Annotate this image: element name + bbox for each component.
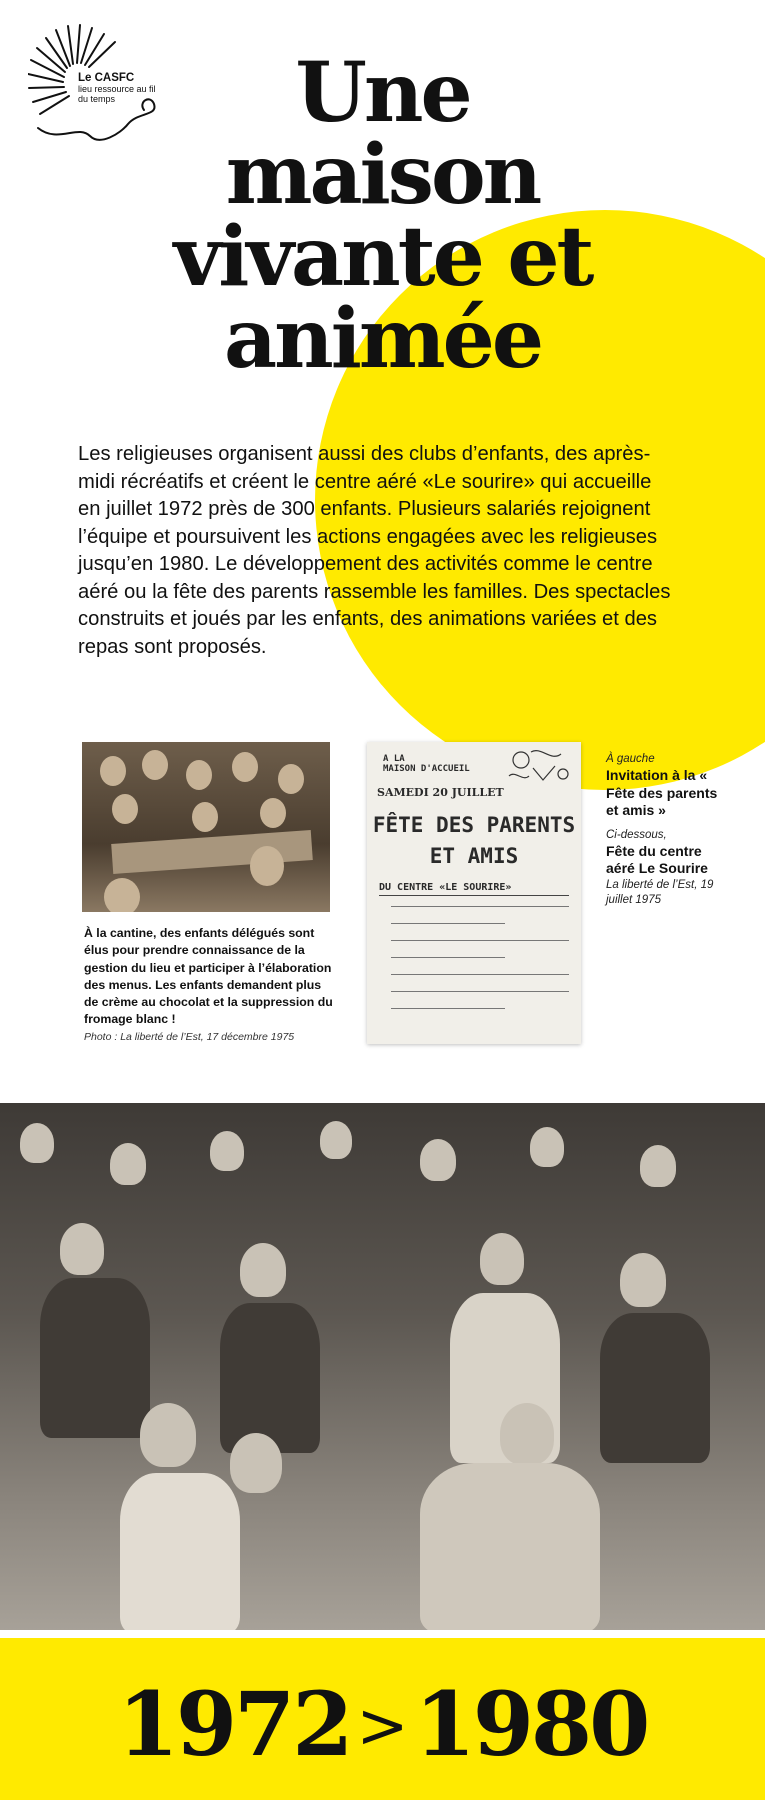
invitation-centre: DU CENTRE «LE SOURIRE» [379,882,569,896]
invitation-flyer [367,742,581,1044]
invitation-date: SAMEDI 20 JUILLET [377,786,504,799]
logo-tagline: lieu ressource au fil du temps [78,84,156,104]
canteen-photo [82,742,330,912]
invitation-program-lines [379,906,569,1025]
canteen-caption [84,925,334,1045]
invitation-title [367,810,581,872]
period-years [0,1674,765,1776]
period-start: 1972 [117,1672,351,1776]
crowd-photo [0,1103,765,1630]
below-credit: La liberté de l’Est, 19 juillet 1975 [606,878,714,906]
party-doodle-icon [503,746,573,786]
title-line: vivante et [173,209,592,305]
below-label: Ci-dessous, [606,828,667,841]
invitation-title-line: FÊTE DES PARENTS [372,813,576,837]
title-line: maison [225,127,540,223]
logo-name: Le CASFC [78,72,135,84]
period-separator: > [356,1689,409,1762]
invitation-header-line: A LA [383,754,405,764]
side-captions [606,752,724,908]
below-title: Fête du centre aéré Le Sourire [606,842,708,876]
invitation-header-line: MAISON D'ACCUEIL [383,764,470,774]
canteen-photo-credit: Photo : La liberté de l’Est, 17 décembre 1975 [84,1030,295,1043]
period-banner [0,1638,765,1800]
left-label: À gauche [606,753,655,765]
page-title [0,45,765,387]
invitation-header [383,754,470,774]
canteen-caption-text: À la cantine, des enfants délégués sont élus pour prendre connaissance de la gestion du lieu et participer à l’élaboration des menus. Les enfants demandent plus de crème au chocolat et la suppression du fromage blanc ! [84,926,333,1027]
title-line: Une [295,45,470,141]
intro-paragraph: Les religieuses organisent aussi des clubs d’enfants, des après-midi récréatifs et créent le centre aéré «Le sourire» qui accueille en juillet 1972 près de 300 enfants. Plusieurs salariés rejoignent l’équipe et poursuivent les actions engagées avec les religieuses jusqu’en 1980. Le développement des activités comme le centre aéré ou la fête des parents rassemble les familles. Des spectacles construits et joués par les enfants, des animations variées et des repas sont proposés. [78,443,671,658]
period-end: 1980 [414,1672,648,1776]
invitation-title-line: ET AMIS [429,844,519,868]
left-title: Invitation à la « Fête des parents et amis » [606,767,718,818]
title-line: animée [223,291,541,387]
